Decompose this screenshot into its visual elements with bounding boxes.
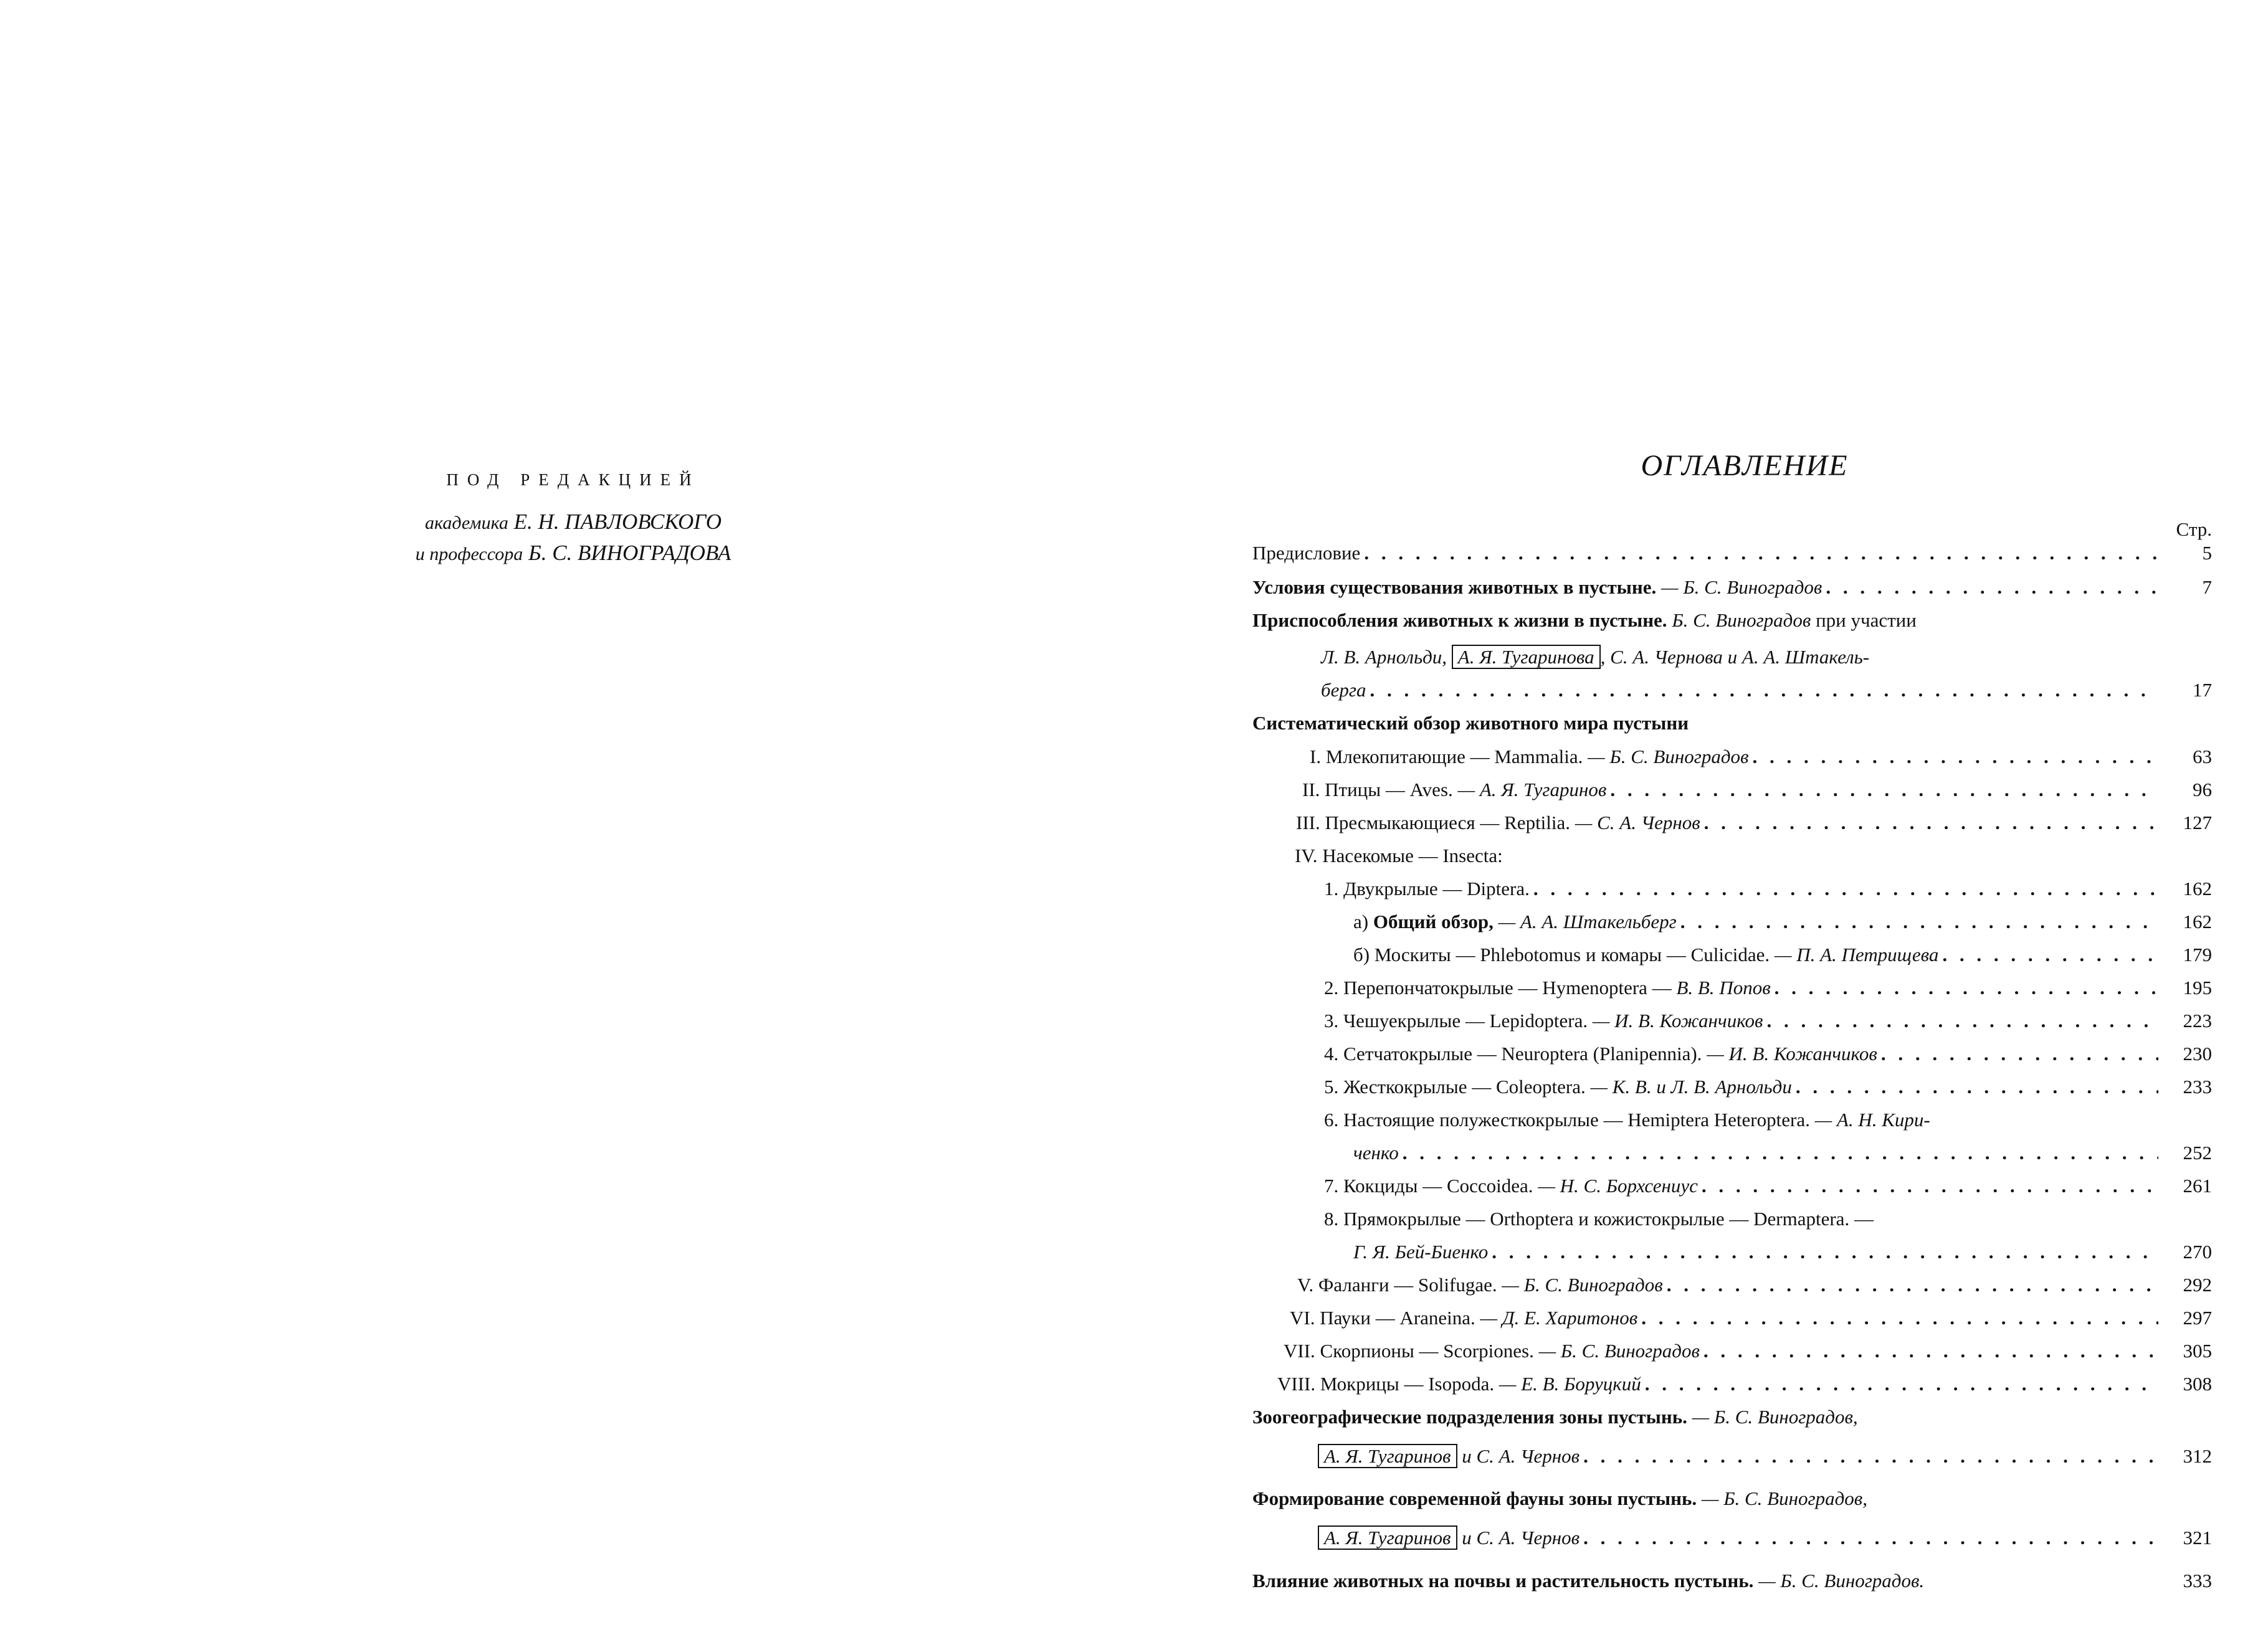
entry-title: Предисловие <box>1252 542 1361 564</box>
entry-author: — С. А. Чернов <box>1575 812 1700 833</box>
entry-title: Мокрицы — Isopoda. <box>1320 1373 1495 1395</box>
toc-entry-birds[interactable] <box>1302 779 2212 801</box>
toc-entry-adaptations-line3 <box>1321 679 2212 701</box>
entry-title: Насекомые — Insecta: <box>1322 845 1503 866</box>
entry-author: — Б. С. Виноградов <box>1661 576 1822 598</box>
toc-entry-conditions[interactable] <box>1252 576 2212 599</box>
entry-author: — Б. С. Виноградов, <box>1692 1406 1858 1428</box>
entry-author: — Б. С. Виноградов. <box>1758 1570 1925 1592</box>
toc-entry-hymenoptera[interactable] <box>1324 977 2212 999</box>
entry-author: ченко <box>1353 1142 1399 1164</box>
leader-dots <box>1796 1076 2158 1098</box>
entry-page: 230 <box>2183 1043 2212 1065</box>
entry-author: Л. В. Арнольди, <box>1321 646 1447 668</box>
leader-dots <box>1641 1307 2158 1329</box>
entry-title: Прямокрылые — Orthoptera и кожистокрылые — Dermaptera. <box>1343 1208 1850 1230</box>
entry-author: — Б. С. Виноградов, <box>1701 1487 1867 1509</box>
entry-page: 127 <box>2183 812 2212 833</box>
toc-entry-lepidoptera[interactable] <box>1324 1010 2212 1032</box>
entry-page: 312 <box>2183 1445 2212 1467</box>
toc-entry-hemiptera-line2 <box>1353 1142 2212 1164</box>
entry-author: и С. А. Чернов <box>1462 1445 1580 1467</box>
toc-entry-zoogeo-line2 <box>1318 1445 2212 1468</box>
toc-entry-diptera-a[interactable] <box>1353 911 2212 933</box>
editor2-prefix: и профессора <box>415 544 523 564</box>
entry-page: 96 <box>2193 779 2212 800</box>
entry-number: VIII. <box>1277 1373 1316 1395</box>
toc-entry-neuroptera[interactable] <box>1324 1043 2212 1065</box>
leader-dots <box>1703 1340 2158 1362</box>
entry-title: Жесткокрылые — Coleoptera. <box>1343 1076 1586 1098</box>
entry-title: Пауки — Araneina. <box>1320 1307 1475 1329</box>
entry-page: 5 <box>2202 542 2212 564</box>
entry-number: IV. <box>1295 845 1318 866</box>
entry-number: 4. <box>1324 1043 1339 1065</box>
editor2-name: Б. С. ВИНОГРАДОВА <box>528 541 731 565</box>
leader-dots <box>1364 542 2158 564</box>
entry-page: 17 <box>2193 679 2212 701</box>
entry-title: Пресмыкающиеся — Reptilia. <box>1325 812 1571 833</box>
toc-page <box>1252 448 2212 1592</box>
leader-dots <box>1767 1010 2159 1032</box>
leader-dots <box>1881 1043 2158 1065</box>
editor-line-2 <box>349 538 798 569</box>
toc-entry-orthoptera[interactable] <box>1324 1208 2159 1230</box>
entry-page: 7 <box>2202 576 2212 598</box>
entry-title: Двукрылые — Diptera. <box>1343 878 1530 899</box>
entry-author: , С. А. Чернова и А. А. Штакель- <box>1600 646 1870 668</box>
toc-entry-insects[interactable] <box>1295 845 2212 867</box>
toc-entry-formation[interactable] <box>1252 1487 2125 1510</box>
entry-title: Птицы — Aves. <box>1325 779 1453 800</box>
page-column-header: Стр. <box>2176 518 2212 540</box>
entry-title: Систематический обзор животного мира пустыни <box>1252 712 1689 734</box>
entry-title: Перепончатокрылые — Hymenoptera — <box>1343 977 1672 999</box>
toc-entry-zoogeo[interactable] <box>1252 1406 2125 1428</box>
entry-page: 195 <box>2183 977 2212 999</box>
entry-page: 333 <box>2183 1570 2212 1592</box>
leader-dots <box>1583 1445 2158 1468</box>
entry-page: 261 <box>2183 1175 2212 1197</box>
entry-page: 179 <box>2183 944 2212 965</box>
toc-title: ОГЛАВЛЕНИЕ <box>1641 449 1849 482</box>
entry-author: — А. Я. Тугаринов <box>1457 779 1607 800</box>
editor-line-1 <box>349 507 798 538</box>
toc-entry-adaptations[interactable] <box>1252 609 2156 632</box>
entry-title: Кокциды — Coccoidea. <box>1343 1175 1533 1197</box>
entry-number: 5. <box>1324 1076 1339 1098</box>
deceased-author-box: А. Я. Тугаринов <box>1318 1525 1457 1550</box>
entry-author: Г. Я. Бей-Биенко <box>1353 1241 1489 1263</box>
toc-entry-mammals[interactable] <box>1310 746 2212 768</box>
entry-author: — Н. С. Борхсениус <box>1538 1175 1698 1197</box>
toc-entry-coccoidea[interactable] <box>1324 1175 2212 1197</box>
entry-page: 292 <box>2183 1274 2212 1296</box>
entry-author: — Е. В. Боруцкий <box>1498 1373 1641 1395</box>
leader-dots <box>1370 679 2158 701</box>
entry-author: — Д. Е. Харитонов <box>1480 1307 1638 1329</box>
leader-dots <box>1704 812 2158 834</box>
editor1-prefix: академика <box>425 513 508 533</box>
toc-entry-isopoda[interactable] <box>1277 1373 2212 1395</box>
entry-dash: — <box>1854 1208 1874 1230</box>
leader-dots <box>1403 1142 2158 1164</box>
leader-dots <box>1667 1274 2158 1296</box>
entry-title: Сетчатокрылые — Neuroptera (Planipennia). <box>1343 1043 1702 1065</box>
toc-entry-formation-line2 <box>1318 1527 2212 1549</box>
left-page <box>349 470 798 569</box>
entry-page: 162 <box>2183 911 2212 932</box>
entry-title: Зоогеографические подразделения зоны пустынь. <box>1252 1406 1687 1428</box>
entry-note: при участии <box>1816 609 1917 631</box>
editor-caption: ПОД РЕДАКЦИЕЙ <box>446 470 700 489</box>
toc-entry-systematic[interactable] <box>1252 712 2212 734</box>
entry-number: 7. <box>1324 1175 1339 1197</box>
leader-dots <box>1775 977 2158 999</box>
toc-entry-araneina[interactable] <box>1290 1307 2212 1329</box>
leader-dots <box>1492 1241 2158 1263</box>
entry-author: — И. В. Кожанчиков <box>1707 1043 1877 1065</box>
entry-number: б) <box>1353 944 1370 965</box>
entry-number: II. <box>1302 779 1320 800</box>
entry-title: Чешуекрылые — Lepidoptera. <box>1343 1010 1588 1032</box>
entry-title: Приспособления животных к жизни в пустыне. <box>1252 609 1667 631</box>
toc-entry-influence[interactable] <box>1252 1570 2212 1592</box>
entry-author: Б. С. Виноградов <box>1672 609 1811 631</box>
entry-title: Влияние животных на почвы и растительность пустынь. <box>1252 1570 1754 1592</box>
leader-dots <box>1583 1527 2158 1549</box>
entry-author: — П. А. Петрищева <box>1774 944 1939 965</box>
entry-page: 233 <box>2183 1076 2212 1098</box>
entry-number: VI. <box>1290 1307 1315 1329</box>
entry-author: — Б. С. Виноградов <box>1538 1340 1700 1362</box>
entry-author: — И. В. Кожанчиков <box>1592 1010 1763 1032</box>
toc-entry-coleoptera[interactable] <box>1324 1076 2212 1098</box>
toc-entry-scorpiones[interactable] <box>1284 1340 2212 1362</box>
entry-number: VII. <box>1284 1340 1315 1362</box>
toc-entry-diptera-b[interactable] <box>1353 944 2212 966</box>
toc-entry-orthoptera-line2 <box>1353 1241 2212 1263</box>
entry-title: Скорпионы — Scorpiones. <box>1320 1340 1534 1362</box>
entry-number: III. <box>1296 812 1320 833</box>
leader-dots <box>1752 746 2158 768</box>
deceased-author-box: А. Я. Тугаринова <box>1452 645 1601 669</box>
toc-entry-hemiptera[interactable] <box>1324 1109 2153 1131</box>
entry-author: — А. А. Штакельберг <box>1498 911 1677 932</box>
entry-title: Общий обзор, <box>1373 911 1494 932</box>
entry-author: — К. В. и Л. В. Арнольди <box>1590 1076 1792 1098</box>
entry-number: I. <box>1310 746 1322 767</box>
entry-title: Млекопитающие — Mammalia. <box>1325 746 1583 767</box>
toc-entry-reptiles[interactable] <box>1296 812 2212 834</box>
entry-title: Условия существования животных в пустыне. <box>1252 576 1657 598</box>
leader-dots <box>1942 944 2158 966</box>
deceased-author-box: А. Я. Тугаринов <box>1318 1444 1457 1468</box>
entry-page: 297 <box>2183 1307 2212 1329</box>
toc-entry-adaptations-line2 <box>1321 646 2131 668</box>
entry-page: 63 <box>2193 746 2212 767</box>
leader-dots <box>1533 878 2158 900</box>
entry-number: 8. <box>1324 1208 1339 1230</box>
entry-number: а) <box>1353 911 1369 932</box>
toc-entry-diptera[interactable] <box>1324 878 2212 900</box>
entry-page: 308 <box>2183 1373 2212 1395</box>
entry-number: 6. <box>1324 1109 1339 1131</box>
entry-title: Фаланги — Solifugae. <box>1318 1274 1497 1296</box>
leader-dots <box>1680 911 2158 933</box>
entry-page: 270 <box>2183 1241 2212 1263</box>
entry-title: Настоящие полужесткокрылые — Hemiptera Heteroptera. <box>1343 1109 1810 1131</box>
entry-author: — А. Н. Кири- <box>1814 1109 1930 1131</box>
entry-page: 305 <box>2183 1340 2212 1362</box>
entry-title: Москиты — Phlebotomus и комары — Culicidae. <box>1374 944 1770 965</box>
leader-dots <box>1826 576 2158 599</box>
toc-entry-solifugae[interactable] <box>1297 1274 2212 1296</box>
entry-number: V. <box>1297 1274 1314 1296</box>
entry-page: 223 <box>2183 1010 2212 1032</box>
entry-page: 321 <box>2183 1527 2212 1549</box>
toc-entry-preface[interactable] <box>1252 542 2212 564</box>
leader-dots <box>1610 779 2158 801</box>
entry-number: 3. <box>1324 1010 1339 1032</box>
entry-author: В. В. Попов <box>1676 977 1771 999</box>
entry-author: берга <box>1321 679 1366 701</box>
entry-author: — Б. С. Виноградов <box>1502 1274 1663 1296</box>
entry-author: и С. А. Чернов <box>1462 1527 1580 1549</box>
entry-title: Формирование современной фауны зоны пустынь. <box>1252 1487 1697 1509</box>
entry-page: 252 <box>2183 1142 2212 1164</box>
leader-dots <box>1645 1373 2158 1395</box>
entry-page: 162 <box>2183 878 2212 899</box>
editor1-name: Е. Н. ПАВЛОВСКОГО <box>513 510 722 534</box>
entry-number: 2. <box>1324 977 1339 999</box>
leader-dots <box>1702 1175 2158 1197</box>
entry-author: — Б. С. Виноградов <box>1588 746 1749 767</box>
entry-number: 1. <box>1324 878 1339 899</box>
